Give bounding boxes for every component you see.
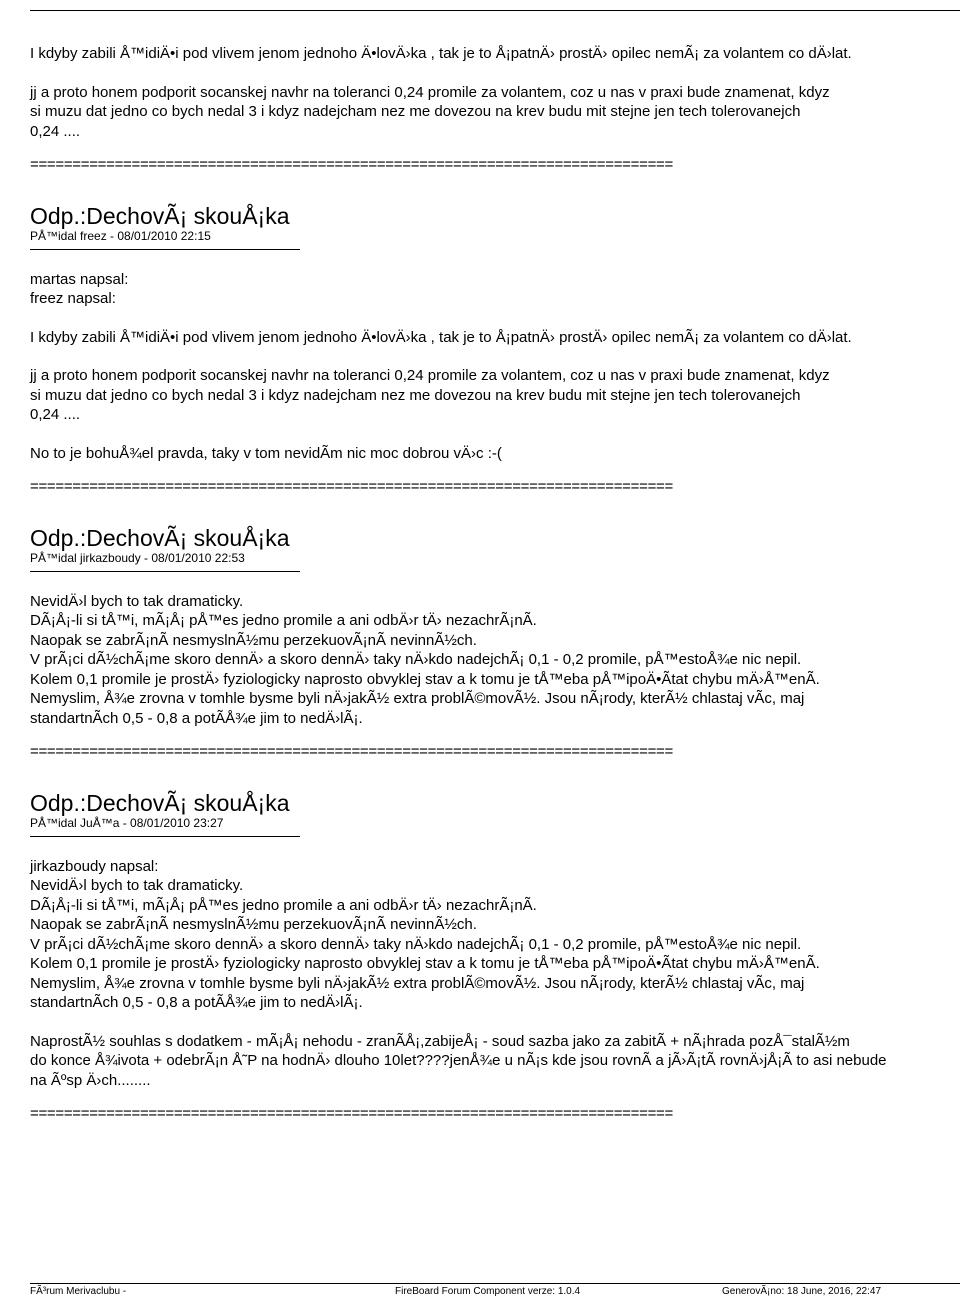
post-line: I kdyby zabili Å™idiÄ•i pod vlivem jenom jednoho Ä•lovÄ›ka , tak je to Å¡patnÄ› prostÄ› opilec nemÃ¡ za volantem co dÄ›lat. — [30, 328, 852, 346]
post-line: Naopak se zabrÃ¡nÃ nesmyslnÃ½mu perzekuovÃ¡nÃ nevinnÃ½ch. — [30, 631, 477, 649]
post-line: Kolem 0,1 promile je prostÄ› fyziologicky naprosto obvyklej stav a k tomu je tÅ™eba pÅ™ipoÄ•Ãtat chybu mÄ›Å™enÃ. — [30, 955, 820, 972]
post-meta: PÅ™idal jirkazboudy - 08/01/2010 22:53 — [30, 550, 245, 565]
post-line: DÃ¡Å¡-li si tÅ™i, mÃ¡Å¡ pÅ™es jedno promile a ani odbÄ›r tÄ› nezachrÃ¡nÃ. — [30, 896, 537, 914]
post-title: Odp.:DechovÃ¡ skouÅ¡ka — [30, 202, 290, 229]
intro-line: I kdyby zabili Å™idiÄ•i pod vlivem jenom jednoho Ä•lovÄ›ka , tak je to Å¡patnÄ› prostÄ› opilec nemÃ¡ za volantem co dÄ›lat. — [30, 45, 852, 62]
post-line: Naopak se zabrÃ¡nÃ nesmyslnÃ½mu perzekuovÃ¡nÃ nevinnÃ½ch. — [30, 916, 477, 933]
footer-generated: GenerovÃ¡no: 18 June, 2016, 22:47 — [722, 1286, 882, 1297]
post-line: DÃ¡Å¡-li si tÅ™i, mÃ¡Å¡ pÅ™es jedno promile a ani odbÄ›r tÄ› nezachrÃ¡nÃ. — [30, 612, 537, 629]
intro-line: si muzu dat jedno co bych nedal 3 i kdyz nadejcham nez me dovezou na krev budu mit stejne jen tech tolerovanejch — [30, 103, 801, 120]
post-header-rule — [30, 836, 300, 837]
intro-line: 0,24 .... — [30, 122, 81, 140]
post-meta: PÅ™idal freez - 08/01/2010 22:15 — [30, 228, 211, 243]
post-separator: ============================================================================ — [30, 1105, 673, 1122]
post-line: No to je bohuÅ¾el pravda, taky v tom nevidÃm nic moc dobrou vÄ›c :-( — [30, 444, 502, 462]
post-meta: PÅ™idal JuÅ™a - 08/01/2010 23:27 — [30, 815, 224, 830]
post-separator: ============================================================================ — [30, 156, 673, 173]
post — [30, 790, 960, 1124]
post-header-rule — [30, 571, 300, 572]
page-top-rule — [30, 10, 960, 11]
post-line: Nemyslim, Å¾e zrovna v tomhle bysme byli nÄ›jakÃ½ extra problÃ©movÃ½. Jsou nÃ¡rody, kterÃ½ chlastaj vÃc, maj — [30, 690, 805, 707]
post-line: na Ãºsp Ä›ch........ — [30, 1071, 151, 1089]
post-line: NaprostÃ½ souhlas s dodatkem - mÃ¡Å¡ nehodu - zranÃÅ¡,zabijeÅ¡ - soud sazba jako za zabitÃ + nÃ¡hrada pozÅ¯stalÃ½m — [30, 1032, 850, 1050]
post-line: si muzu dat jedno co bych nedal 3 i kdyz nadejcham nez me dovezou na krev budu mit stejne jen tech tolerovanejch — [30, 386, 801, 404]
footer-component: FireBoard Forum Component verze: 1.0.4 — [395, 1286, 581, 1297]
post-separator: ============================================================================ — [30, 478, 673, 495]
post — [30, 203, 960, 497]
page-footer — [30, 1283, 960, 1298]
intro-quote — [30, 44, 960, 175]
post-title: Odp.:DechovÃ¡ skouÅ¡ka — [30, 789, 290, 816]
post-line: martas napsal: — [30, 270, 129, 288]
post-line: jj a proto honem podporit socanskej navhr na toleranci 0,24 promile za volantem, coz u nas v praxi bude znamenat, kdyz — [30, 367, 830, 384]
post-title: Odp.:DechovÃ¡ skouÅ¡ka — [30, 524, 290, 551]
post-line: freez napsal: — [30, 290, 116, 307]
post-line: V prÃ¡ci dÃ½chÃ¡me skoro dennÄ› a skoro dennÄ› taky nÄ›kdo nadejchÃ¡ 0,1 - 0,2 promile, pÅ™estoÅ¾e nic nepil. — [30, 651, 802, 668]
post — [30, 525, 960, 762]
post-line: Kolem 0,1 promile je prostÄ› fyziologicky naprosto obvyklej stav a k tomu je tÅ™eba pÅ™ipoÄ•Ãtat chybu mÄ›Å™enÃ. — [30, 670, 820, 688]
post-line: do konce Å¾ivota + odebrÃ¡n Å˜P na hodnÄ› dlouho 10let????jenÅ¾e u nÃ¡s kde jsou rovnÃ a jÃ›Ã¡tÃ rovnÄ›jÅ¡Ã to asi nebude — [30, 1052, 887, 1069]
post-line: NevidÄ›l bych to tak dramaticky. — [30, 877, 244, 894]
post-separator: ============================================================================ — [30, 743, 673, 760]
thread-content — [30, 44, 960, 1124]
post-line: NevidÄ›l bych to tak dramaticky. — [30, 592, 244, 610]
post-line: jirkazboudy napsal: — [30, 857, 159, 875]
post-line: standartnÃch 0,5 - 0,8 a potÃÅ¾e jim to nedÄ›lÃ¡. — [30, 994, 363, 1011]
intro-line: jj a proto honem podporit socanskej navhr na toleranci 0,24 promile za volantem, coz u nas v praxi bude znamenat, kdyz — [30, 83, 830, 101]
footer-forum-name: FÃ³rum Merivaclubu - — [30, 1286, 127, 1297]
post-line: V prÃ¡ci dÃ½chÃ¡me skoro dennÄ› a skoro dennÄ› taky nÄ›kdo nadejchÃ¡ 0,1 - 0,2 promile, pÅ™estoÅ¾e nic nepil. — [30, 935, 802, 953]
post-line: standartnÃch 0,5 - 0,8 a potÃÅ¾e jim to nedÄ›lÃ¡. — [30, 709, 363, 727]
post-header-rule — [30, 249, 300, 250]
post-line: 0,24 .... — [30, 406, 81, 423]
post-line: Nemyslim, Å¾e zrovna v tomhle bysme byli nÄ›jakÃ½ extra problÃ©movÃ½. Jsou nÃ¡rody, kterÃ½ chlastaj vÃc, maj — [30, 974, 805, 992]
